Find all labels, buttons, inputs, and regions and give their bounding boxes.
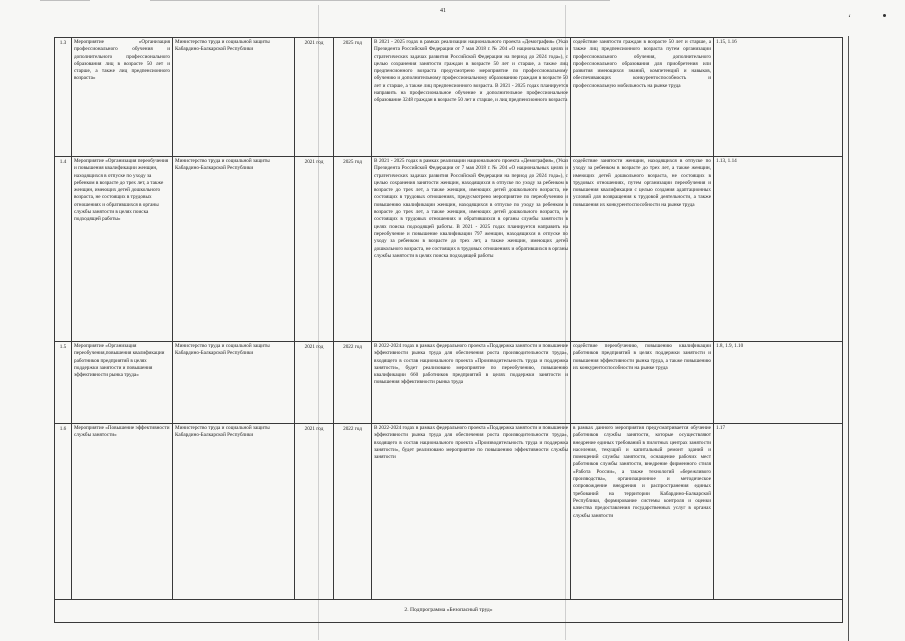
goal-link: содействие переобучению, повышению квалификации работников предприятий в целях поддержки занятости и повышения эффективности рынка труда, а также повышению их конкурентоспособности на рынке труда bbox=[571, 342, 714, 424]
page-edge-line bbox=[848, 36, 849, 641]
start-year: 2021 год bbox=[295, 157, 334, 342]
start-year: 2021 год bbox=[295, 342, 334, 424]
executor: Министерство труда и социальной защиты Кабардино-Балкарской Республики bbox=[173, 424, 295, 600]
end-year: 2025 год bbox=[334, 38, 372, 157]
indicators: 1.8, 1.9, 1.10 bbox=[714, 342, 843, 424]
expected-result: В 2021 - 2025 годах в рамках реализации национального проекта «Демография» (Указ Президента Российской Федерации от 7 мая 2018 г. № 204 «О национальных целях и стратегических задачах развития Российской Федерации на период до 2024 года»), с целью сохранения занятости граждан в возрасте 50 лет и старше, а также лиц предпенсионного возраста предусмотрено мероприятие по профессиональному обучению и дополнительному профессиональному образованию граждан в возрасте 50 лет и старше, а также лиц предпенсионного возраста. В 2021 - 2025 годах планируется направить на профессиональное обучение и дополнительное профессиональное образование 3248 граждан в возрасте 50 лет и старше, и лиц предпенсионного возраста bbox=[372, 38, 571, 157]
expected-result: В 2022-2024 годах в рамках федерального проекта «Поддержка занятости и повышение эффективности рынка труда для обеспечения роста производительности труда», входящего в состав национального проекта «Производительность труда и поддержка занятости», будет реализовано мероприятие по повышению эффективности службы занятости bbox=[372, 424, 571, 600]
end-year: 2022 год bbox=[334, 424, 372, 600]
goal-link: содействие занятости граждан в возрасте 50 лет и старше, а также лиц предпенсионного возраста путем организации профессионального обучения, дополнительного профессионального образования для приобретения или развития имеющихся знаний, компетенций и навыков, обеспечивающих конкурентоспособность и профессиональную мобильность на рынке труда bbox=[571, 38, 714, 157]
measure-name: Мероприятие «Организация профессионального обучения и дополнительного профессионального образования лиц в возрасте 50 лет и старше, а также лиц предпенсионного возраста» bbox=[72, 38, 173, 157]
measure-name: Мероприятие «Повышение эффективности службы занятости» bbox=[72, 424, 173, 600]
measure-name: Мероприятие «Организация переобучения и повышения квалификации женщин, находящихся в отпуске по уходу за ребенком в возрасте до трех лет, а также женщин, имеющих детей дошкольного возраста, не состоящих в трудовых отношениях и обратившихся в органы службы занятости в целях поиска подходящей работы» bbox=[72, 157, 173, 342]
goal-link: в рамках данного мероприятия предусматривается обучение работников службы занятости, которые осуществляют внедрение единых требований в пилотных центрах занятости населения, текущий и капитальный ремонт зданий и помещений службы занятости, оснащение рабочих мест работников службы занятости, внедрение фирменного стиля «Работа России», а также технологий «бережливого производства», организационное и методическое сопровождение внедрения и распространения единых требований на территории Кабардино-Балкарской Республики, формирование системы контроля и оценки качества предоставления государственных услуг в органах службы занятости bbox=[571, 424, 714, 600]
table-row bbox=[55, 157, 843, 342]
indicators: 1.17 bbox=[714, 424, 843, 600]
row-number: 1.5 bbox=[55, 342, 72, 424]
indicators: 1.13, 1.14 bbox=[714, 157, 843, 342]
section-row bbox=[55, 600, 843, 623]
scan-artifact bbox=[40, 0, 90, 1]
row-number: 1.6 bbox=[55, 424, 72, 600]
start-year: 2021 год bbox=[295, 424, 334, 600]
measure-name: Мероприятие «Организация переобучения,повышения квалификации работников предприятий в целях поддержки занятости и повышения эффективности рынка труда» bbox=[72, 342, 173, 424]
row-number: 1.3 bbox=[55, 38, 72, 157]
executor: Министерство труда и социальной защиты Кабардино-Балкарской Республики bbox=[173, 342, 295, 424]
table-row bbox=[55, 342, 843, 424]
section-title: 2. Подпрограмма «Безопасный труд» bbox=[55, 600, 843, 623]
indicators: 1.15, 1.16 bbox=[714, 38, 843, 157]
table-row bbox=[55, 38, 843, 157]
scan-dot bbox=[883, 14, 886, 17]
expected-result: В 2021 - 2025 годах в рамках реализации национального проекта «Демография», (Указ Президента Российской Федерации от 7 мая 2018 г. № 204 «О национальных целях и стратегических задачах развития Российской Федерации на период до 2024 года»), с целью сохранения занятости женщин, находящихся в отпуске по уходу за ребенком в возрасте до трех лет, а также женщин, имеющих детей дошкольного возраста, не состоящих в трудовых отношениях, предусмотрено мероприятие по переобучению и повышению квалификации женщин, находящихся в отпуске по уходу за ребенком в возрасте до трех лет, а также женщин, имеющих детей дошкольного возраста, не состоящих в трудовых отношениях и обратившихся в органы службы занятости в целях поиска подходящей работы. В 2021 - 2025 годах планируется направить на переобучение и повышение квалификации 797 женщин, находящихся в отпуске по уходу за ребенком в возрасте до трех лет, а также женщин, имеющих детей дошкольного возраста, не состоящих в трудовых отношениях и обратившихся в органы службы занятости в целях поиска подходящей работы bbox=[372, 157, 571, 342]
goal-link: содействие занятости женщин, находящихся в отпуске по уходу за ребенком в возрасте до трех лет, а также женщин, имеющих детей дошкольного возраста, не состоящих в трудовых отношениях, путем организации переобучения и повышения квалификации с целью создания адаптационных условий для возвращения к трудовой деятельности, а также повышения их конкурентоспособности на рынке труда bbox=[571, 157, 714, 342]
expected-result: В 2022-2024 годах в рамках федерального проекта «Поддержка занятости и повышение эффективности рынка труда для обеспечения роста производительности труда», входящего в состав национального проекта «Производительность труда и поддержка занятости», будет реализовано мероприятие по переобучению, повышению квалификации 660 работников предприятий в целях поддержки занятости и повышения эффективности рынка труда bbox=[372, 342, 571, 424]
executor: Министерство труда и социальной защиты Кабардино-Балкарской Республики bbox=[173, 38, 295, 157]
end-year: 2025 год bbox=[334, 157, 372, 342]
end-year: 2022 год bbox=[334, 342, 372, 424]
scan-mark: ‘ bbox=[848, 13, 851, 23]
row-number: 1.4 bbox=[55, 157, 72, 342]
scan-artifact bbox=[150, 0, 610, 1]
measures-table bbox=[54, 37, 843, 623]
page-number: 41 bbox=[440, 8, 446, 14]
table-row bbox=[55, 424, 843, 600]
executor: Министерство труда и социальной защиты Кабардино-Балкарской Республики bbox=[173, 157, 295, 342]
start-year: 2021 год bbox=[295, 38, 334, 157]
